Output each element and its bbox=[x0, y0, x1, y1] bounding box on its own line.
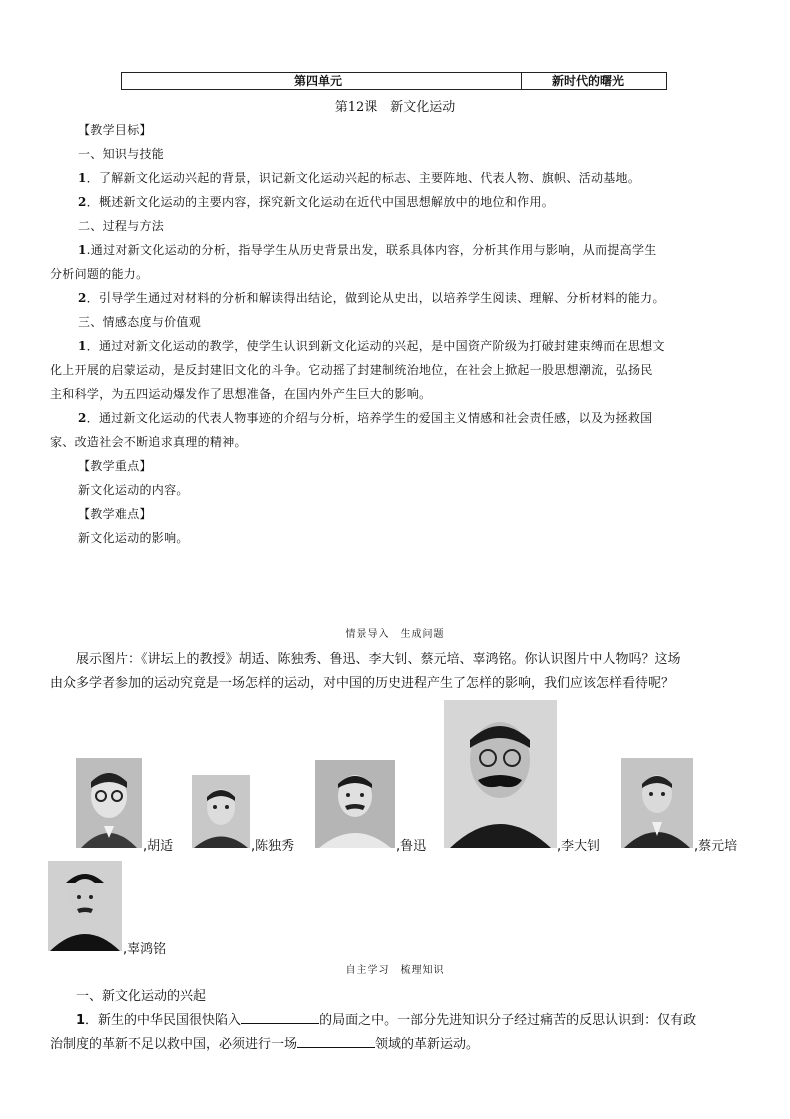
unit-header-table bbox=[121, 72, 667, 90]
caption-lu-xun: ,鲁迅 bbox=[396, 839, 427, 854]
portrait-lu-xun bbox=[315, 760, 395, 848]
caption-li-dazhao: ,李大钊 bbox=[557, 839, 601, 854]
self-study-heading: 自主学习 梳理知识 bbox=[345, 965, 445, 976]
emotion-item-2: 2．通过新文化运动的代表人物事迹的介绍与分析，培养学生的爱国主义情感和社会责任感，以及为拯救国 bbox=[78, 411, 653, 425]
difficulty-heading: 【教学难点】 bbox=[78, 507, 152, 521]
knowledge-item-1: 1．了解新文化运动兴起的背景，识记新文化运动兴起的标志、主要阵地、代表人物、旗帜、活动基地。 bbox=[78, 171, 641, 185]
emotion-item-1: 1．通过对新文化运动的教学，使学生认识到新文化运动的兴起，是中国资产阶级为打破封建束缚而在思想文 bbox=[78, 339, 665, 353]
emotion-item-1-cont-b: 主和科学，为五四运动爆发作了思想准备，在国内外产生巨大的影响。 bbox=[50, 387, 432, 401]
process-item-1: 1.通过对新文化运动的分析，指导学生从历史背景出发，联系具体内容，分析其作用与影响，从而提高学生 bbox=[78, 243, 657, 257]
intro-line-1: 展示图片：《讲坛上的教授》胡适、陈独秀、鲁迅、李大钊、蔡元培、辜鸿铭。你认识图片中人物吗？这场 bbox=[76, 652, 681, 667]
emotion-item-2-cont: 家、改造社会不断追求真理的精神。 bbox=[50, 435, 247, 449]
emotion-heading: 三、情感态度与价值观 bbox=[78, 315, 202, 329]
caption-gu-hongming: ,辜鸿铭 bbox=[123, 942, 167, 957]
process-item-1-cont: 分析问题的能力。 bbox=[50, 267, 149, 281]
knowledge-item-2: 2．概述新文化运动的主要内容，探究新文化运动在近代中国思想解放中的地位和作用。 bbox=[78, 195, 555, 209]
key-point-heading: 【教学重点】 bbox=[78, 459, 152, 473]
portrait-cai-yuanpei bbox=[621, 758, 693, 848]
section1-heading: 一、新文化运动的兴起 bbox=[76, 989, 207, 1004]
caption-hu-shi: ,胡适 bbox=[143, 839, 174, 854]
portrait-li-dazhao bbox=[444, 700, 557, 848]
section1-item-1: 1．新生的中华民国很快陷入 的局面之中。一部分先进知识分子经过痛苦的反思认识到：仅有政 bbox=[76, 1009, 696, 1028]
section1-item-1-cont: 治制度的革新不足以救中国，必须进行一场 领域的革新运动。 bbox=[50, 1033, 479, 1052]
difficulty-text: 新文化运动的影响。 bbox=[78, 531, 189, 545]
key-point-text: 新文化运动的内容。 bbox=[78, 483, 189, 497]
portrait-chen-duxiu bbox=[192, 775, 250, 848]
process-heading: 二、过程与方法 bbox=[78, 219, 165, 233]
caption-chen-duxiu: ,陈独秀 bbox=[251, 839, 295, 854]
portrait-hu-shi bbox=[76, 758, 142, 848]
process-item-2: 2．引导学生通过对材料的分析和解读得出结论，做到论从史出，以培养学生阅读、理解、分析材料的能力。 bbox=[78, 291, 665, 305]
portrait-gu-hongming bbox=[48, 861, 122, 951]
lesson-title: 第12课 新文化运动 bbox=[334, 100, 456, 115]
emotion-item-1-cont-a: 化上开展的启蒙运动，是反封建旧文化的斗争。它动摇了封建制统治地位，在社会上掀起一股思想潮流，弘扬民 bbox=[50, 363, 653, 377]
knowledge-heading: 一、知识与技能 bbox=[78, 147, 165, 161]
unit-title: 新时代的曙光 bbox=[552, 74, 625, 88]
fill-blank-2[interactable] bbox=[297, 1034, 375, 1048]
scene-heading: 情景导入 生成问题 bbox=[345, 629, 445, 640]
caption-cai-yuanpei: ,蔡元培 bbox=[694, 839, 738, 854]
objectives-heading: 【教学目标】 bbox=[78, 123, 152, 137]
unit-label: 第四单元 bbox=[122, 73, 522, 89]
fill-blank-1[interactable] bbox=[241, 1010, 319, 1024]
intro-line-2: 由众多学者参加的运动究竟是一场怎样的运动，对中国的历史进程产生了怎样的影响，我们应该怎样看待呢？ bbox=[50, 676, 675, 691]
